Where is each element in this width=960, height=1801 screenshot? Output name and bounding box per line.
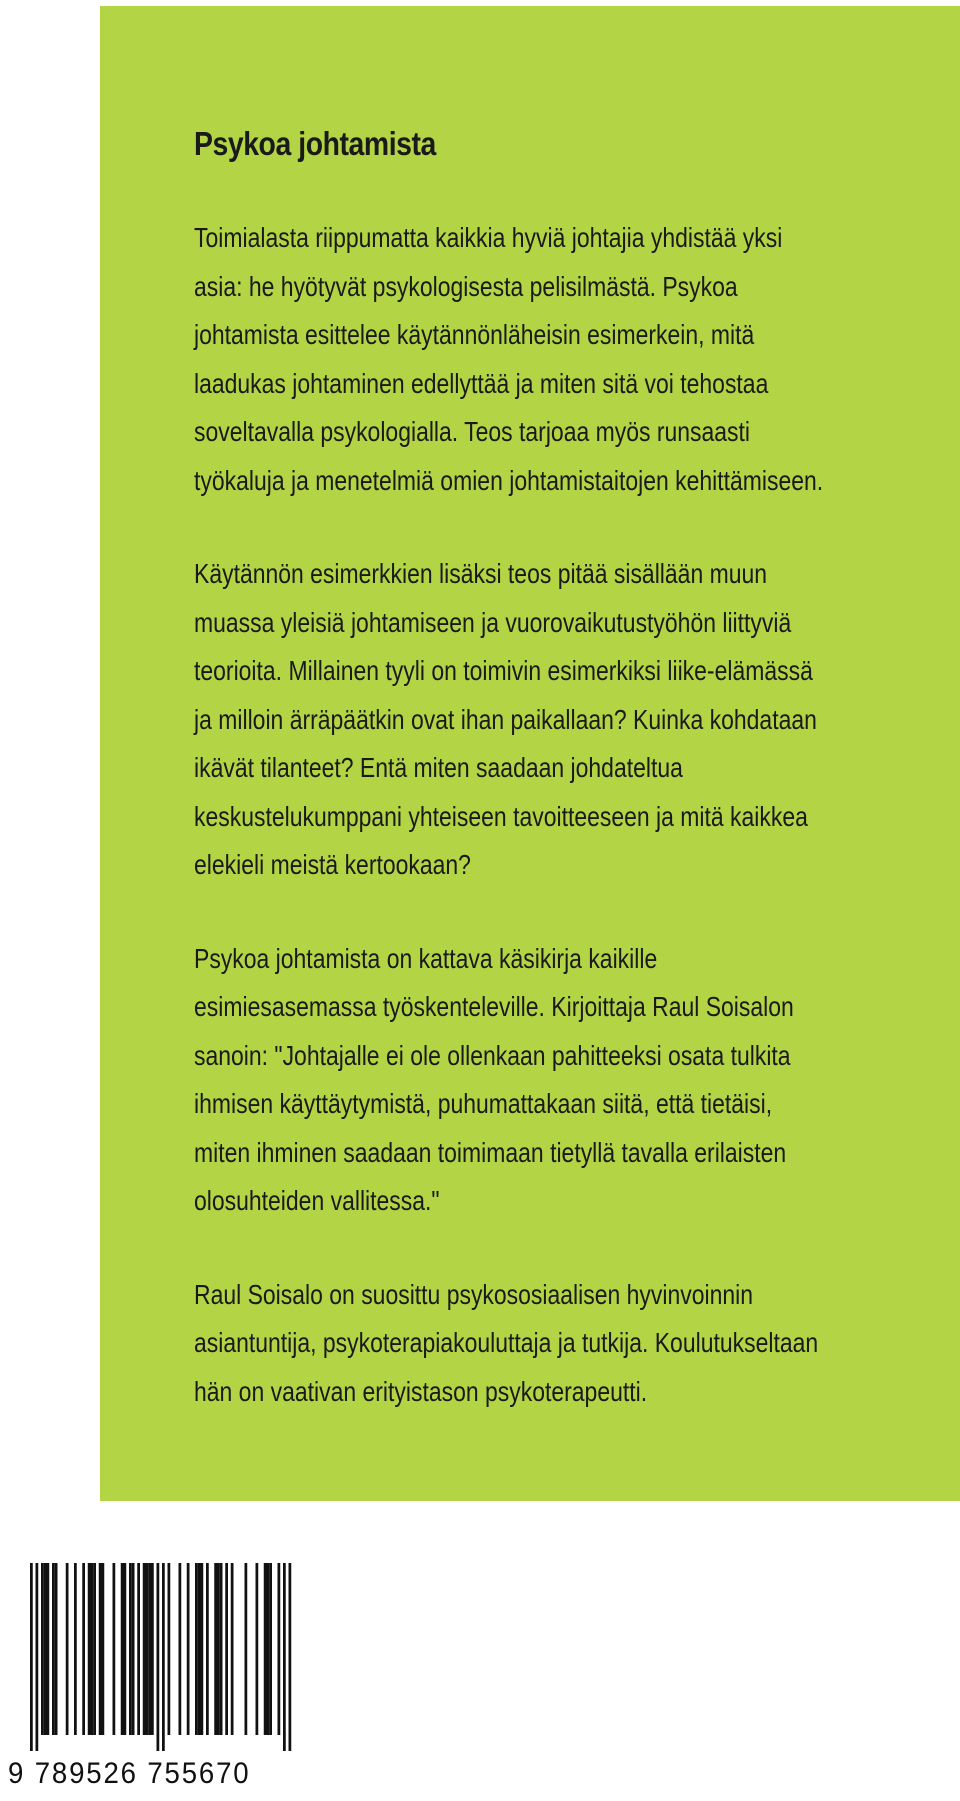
barcode-bar [217, 1563, 220, 1735]
barcode-bar [220, 1563, 223, 1735]
text-line: teorioita. Millainen tyyli on toimivin esimerkiksi liike-elämässä [194, 655, 813, 686]
text-line: Toimialasta riippumatta kaikkia hyviä johtajia yhdistää yksi [194, 222, 783, 253]
barcode-bar [198, 1563, 201, 1735]
barcode-bar [143, 1563, 146, 1735]
barcode-bar [278, 1563, 281, 1735]
barcode-bar [162, 1563, 165, 1751]
text-line: olosuhteiden vallitessa." [194, 1185, 440, 1216]
barcode-bar [93, 1563, 96, 1735]
isbn-barcode [8, 1563, 308, 1793]
text-line: esimiesasemassa työskenteleville. Kirjoittaja Raul Soisalon [194, 991, 794, 1022]
barcode-bar [121, 1563, 124, 1735]
blurb-paragraph-3 [194, 935, 932, 1226]
text-line: Raul Soisalo on suosittu psykososiaalisen hyvinvoinnin [194, 1278, 754, 1310]
text-line: Psykoa johtamista on kattava käsikirja kaikille [194, 942, 658, 974]
barcode-bar [214, 1563, 217, 1735]
barcode-bar [124, 1563, 127, 1735]
barcode-bar [66, 1563, 69, 1735]
barcode-bar [137, 1563, 140, 1735]
text-line: työkaluja ja menetelmiä omien johtamistaitojen kehittämiseen. [194, 464, 824, 496]
barcode-bar [88, 1563, 91, 1735]
back-cover-content [194, 124, 934, 1461]
text-line: ikävät tilanteet? Entä miten saadaan johdateltua [194, 752, 683, 783]
barcode-bar [206, 1563, 209, 1735]
barcode-bar [74, 1563, 77, 1735]
barcode-bar [157, 1563, 160, 1751]
barcode-bar [30, 1563, 33, 1751]
text-line: asia: he hyötyvät psykologisesta pelisilmästä. Psykoa [194, 270, 738, 302]
author-bio-paragraph [194, 1271, 932, 1417]
barcode-bar [231, 1563, 234, 1735]
barcode-bar [267, 1563, 270, 1735]
barcode-bar [47, 1563, 50, 1735]
barcode-bar [264, 1563, 267, 1735]
barcode-bar [256, 1563, 259, 1735]
barcode-bar [179, 1563, 182, 1735]
barcode-bar [82, 1563, 85, 1735]
text-line: asiantuntija, psykoterapiakouluttaja ja tutkija. Koulutukseltaan [194, 1327, 819, 1358]
barcode-bar [148, 1563, 151, 1735]
text-line: johtamista esittelee käytännönläheisin esimerkein, mitä [194, 319, 755, 350]
barcode-bar [245, 1563, 248, 1735]
barcode-bar [195, 1563, 198, 1735]
text-line: ja milloin ärräpäätkin ovat ihan paikallaan? Kuinka kohdataan [194, 703, 817, 735]
barcode-bar [44, 1563, 47, 1735]
barcode-bar [187, 1563, 190, 1735]
barcode-bars [8, 1563, 308, 1753]
text-line: keskustelukumppani yhteiseen tavoitteeseen ja mitä kaikkea [194, 800, 808, 832]
text-line: soveltavalla psykologialla. Teos tarjoaa myös runsaasti [194, 416, 751, 447]
text-line: hän on vaativan erityistason psykoterapeutti. [194, 1375, 648, 1407]
barcode-bar [52, 1563, 55, 1735]
barcode-digits: 9 789526 755670 [8, 1757, 251, 1790]
blurb-paragraph-1 [194, 214, 932, 505]
barcode-bar [41, 1563, 44, 1735]
text-line: Käytännön esimerkkien lisäksi teos pitää sisällään muun [194, 558, 768, 589]
text-line: ihmisen käyttäytymistä, puhumattakaan siitä, että tietäisi, [194, 1088, 773, 1119]
barcode-bar [151, 1563, 154, 1735]
barcode-bar [225, 1563, 228, 1735]
barcode-bar [99, 1563, 102, 1735]
barcode-bar [91, 1563, 94, 1735]
text-line: laadukas johtaminen edellyttää ja miten sitä voi tehostaa [194, 367, 769, 399]
barcode-bar [201, 1563, 204, 1735]
barcode-bar [102, 1563, 105, 1735]
barcode-bar [129, 1563, 132, 1735]
barcode-bar [36, 1563, 39, 1751]
barcode-bar [146, 1563, 149, 1735]
blurb-paragraph-2 [194, 550, 932, 890]
back-cover-panel [100, 6, 960, 1501]
barcode-bar [113, 1563, 116, 1735]
text-line: muassa yleisiä johtamiseen ja vuorovaikutustyöhön liittyviä [194, 606, 792, 638]
barcode-bar [283, 1563, 286, 1751]
barcode-bar [132, 1563, 135, 1735]
text-line: miten ihminen saadaan toimimaan tietyllä tavalla erilaisten [194, 1136, 787, 1168]
text-line: sanoin: "Johtajalle ei ole ollenkaan pahitteeksi osata tulkita [194, 1039, 791, 1071]
barcode-bar [55, 1563, 58, 1735]
text-line: elekieli meistä kertookaan? [194, 849, 471, 880]
barcode-bar [168, 1563, 171, 1735]
barcode-bar [289, 1563, 292, 1751]
book-title: Psykoa johtamista [194, 125, 436, 162]
barcode-bar [269, 1563, 272, 1735]
